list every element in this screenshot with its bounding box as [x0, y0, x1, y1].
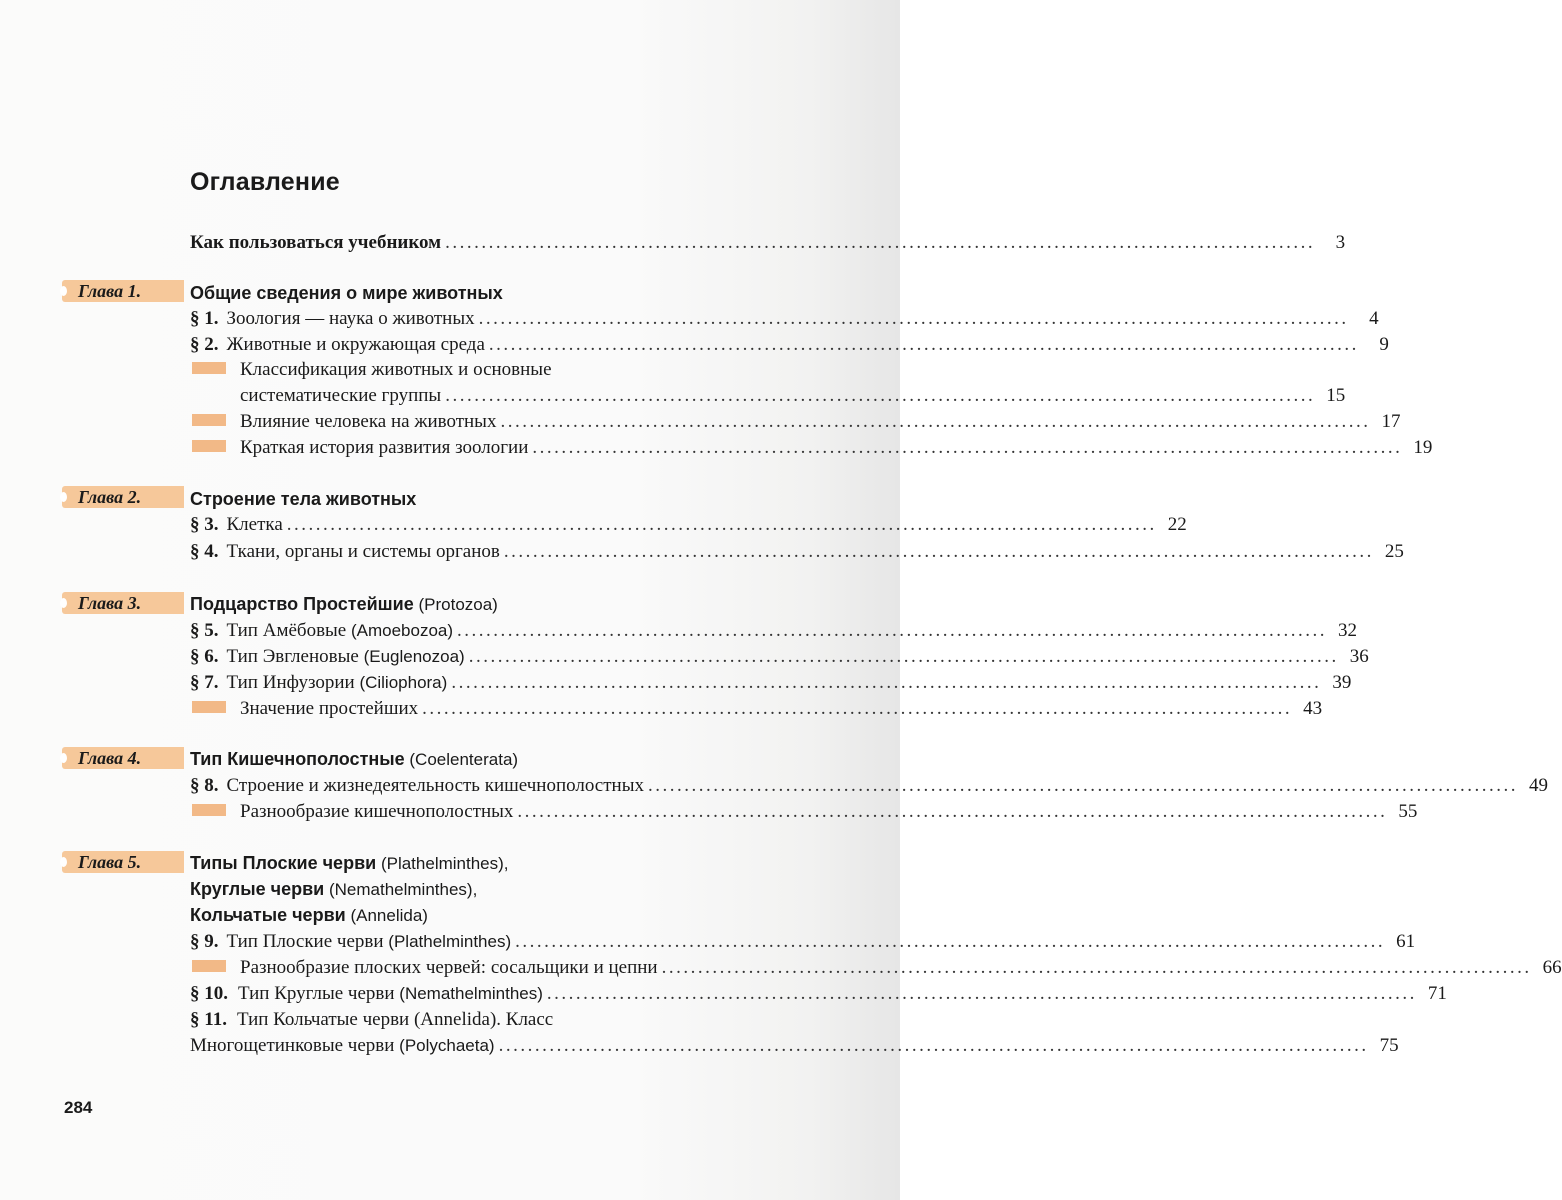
- entry-label: систематические группы: [240, 385, 442, 406]
- toc-entry[interactable]: [240, 953, 1562, 979]
- toc-entry-line1[interactable]: [240, 355, 892, 381]
- entry-page: 32: [1338, 620, 1358, 641]
- leader-dots: ........................................................................................................................: [500, 411, 1371, 432]
- section-number: § 9.: [190, 931, 219, 952]
- supplement-marker: [192, 960, 226, 972]
- latin-name: (Nemathelminthes): [399, 984, 543, 1003]
- entry-page: 39: [1332, 672, 1352, 693]
- chapter-heading-text: Круглые черви: [190, 879, 325, 899]
- supplement-marker: [192, 362, 226, 374]
- entry-label: Тип Инфузории: [226, 672, 355, 693]
- entry-label: Краткая история развития зоологии: [240, 437, 529, 458]
- section-number: § 3.: [190, 514, 219, 535]
- entry-label: Тип Кольчатые черви (Annelida). Класс: [236, 1009, 554, 1030]
- chapter-heading-text: Общие сведения о мире животных: [190, 283, 503, 303]
- leader-dots: ........................................................................................................................: [445, 385, 1316, 406]
- entry-page: 9: [1379, 334, 1389, 355]
- supplement-marker: [192, 414, 226, 426]
- latin-name: (Nemathelminthes),: [328, 880, 478, 899]
- toc-entry[interactable]: [190, 330, 1389, 356]
- latin-name: (Annelida): [350, 906, 428, 925]
- entry-label: Тип Круглые черви: [238, 983, 395, 1004]
- chapter-tag-5: Глава 5.: [62, 851, 184, 873]
- chapter-tag-3: Глава 3.: [62, 592, 184, 614]
- latin-name: (Polychaeta): [399, 1036, 495, 1055]
- entry-label: Влияние человека на животных: [240, 411, 497, 432]
- section-number: § 1.: [190, 308, 219, 329]
- leader-dots: ........................................................................................................................: [451, 672, 1322, 693]
- chapter-heading-2[interactable]: [190, 484, 892, 510]
- supplement-marker: [192, 804, 226, 816]
- toc-entry[interactable]: [190, 771, 1548, 797]
- entry-label: Тип Эвгленовые: [226, 646, 359, 667]
- entry-label: Зоология — наука о животных: [226, 308, 475, 329]
- toc-entry[interactable]: [190, 1031, 1399, 1057]
- leader-dots: ........................................................................................................................: [488, 334, 1359, 355]
- entry-label: Тип Амёбовые: [226, 620, 347, 641]
- entry-page: 55: [1398, 801, 1418, 822]
- leader-dots: ........................................................................................................................: [546, 983, 1417, 1004]
- chapter-heading-text: Кольчатые черви: [190, 905, 346, 925]
- chapter-heading-1[interactable]: [190, 278, 892, 304]
- leader-dots: ........................................................................................................................: [532, 437, 1403, 458]
- latin-name: (Coelenterata): [409, 750, 519, 769]
- entry-page: 22: [1167, 514, 1187, 535]
- toc-entry[interactable]: [190, 642, 1369, 668]
- section-number: § 11.: [190, 1009, 227, 1030]
- toc-entry[interactable]: [240, 797, 1418, 823]
- leader-dots: ........................................................................................................................: [498, 1035, 1369, 1056]
- chapter-heading-text: Подцарство Простейшие: [190, 594, 414, 614]
- toc-entry[interactable]: [190, 537, 1404, 563]
- page-title: Оглавление: [190, 168, 340, 196]
- toc-entry[interactable]: [240, 407, 1401, 433]
- chapter-tag-2: Глава 2.: [62, 486, 184, 508]
- toc-entry[interactable]: [190, 510, 1187, 536]
- leader-dots: ........................................................................................................................: [517, 801, 1388, 822]
- leader-dots: ........................................................................................................................: [468, 646, 1339, 667]
- entry-label: Ткани, органы и системы органов: [226, 541, 500, 562]
- latin-name: (Plathelminthes),: [380, 854, 509, 873]
- section-number: § 10.: [190, 983, 228, 1004]
- entry-label: Значение простейших: [240, 698, 419, 719]
- toc-entry[interactable]: [190, 616, 1358, 642]
- chapter-heading-4[interactable]: [190, 745, 892, 771]
- toc-entry-intro[interactable]: [190, 228, 1346, 254]
- entry-label: Разнообразие кишечнополостных: [240, 801, 514, 822]
- leader-dots: ........................................................................................................................: [445, 232, 1316, 253]
- toc-entry[interactable]: [240, 381, 1346, 407]
- entry-page: 4: [1369, 308, 1379, 329]
- supplement-marker: [192, 701, 226, 713]
- entry-page: 66: [1542, 957, 1562, 978]
- toc-entry[interactable]: [240, 433, 1433, 459]
- entry-page: 17: [1381, 411, 1401, 432]
- section-number: § 2.: [190, 334, 219, 355]
- entry-label: Клетка: [226, 514, 283, 535]
- leader-dots: ........................................................................................................................: [647, 775, 1518, 796]
- leader-dots: ........................................................................................................................: [478, 308, 1349, 329]
- leader-dots: ........................................................................................................................: [457, 620, 1328, 641]
- latin-name: (Amoebozoa): [350, 621, 454, 640]
- section-number: § 8.: [190, 775, 219, 796]
- section-number: § 7.: [190, 672, 219, 693]
- latin-name: (Ciliophora): [359, 673, 448, 692]
- chapter-heading-5-line2[interactable]: [190, 875, 892, 901]
- entry-page: 3: [1335, 232, 1346, 253]
- entry-page: 15: [1326, 385, 1346, 406]
- chapter-heading-3[interactable]: [190, 590, 892, 616]
- leader-dots: ........................................................................................................................: [661, 957, 1532, 978]
- chapter-tag-4: Глава 4.: [62, 747, 184, 769]
- chapter-heading-5-line1[interactable]: [190, 849, 892, 875]
- entry-page: 43: [1303, 698, 1323, 719]
- entry-page: 19: [1413, 437, 1433, 458]
- entry-label: Разнообразие плоских червей: сосальщики и цепни: [240, 957, 658, 978]
- entry-page: 49: [1528, 775, 1548, 796]
- supplement-marker: [192, 440, 226, 452]
- chapter-tag-1: Глава 1.: [62, 280, 184, 302]
- chapter-heading-text: Строение тела животных: [190, 489, 417, 509]
- leader-dots: ........................................................................................................................: [422, 698, 1293, 719]
- entry-label: Многощетинковые черви: [190, 1035, 395, 1056]
- entry-label: Тип Плоские черви: [226, 931, 384, 952]
- toc-entry-line1[interactable]: [190, 1005, 892, 1031]
- page-number: 284: [64, 1098, 93, 1117]
- toc-entry[interactable]: [240, 694, 1323, 720]
- entry-label: Классификация животных и основные: [240, 359, 552, 380]
- entry-page: 75: [1379, 1035, 1399, 1056]
- section-number: § 5.: [190, 620, 219, 641]
- leader-dots: ........................................................................................................................: [515, 931, 1386, 952]
- section-number: § 6.: [190, 646, 219, 667]
- entry-page: 61: [1396, 931, 1416, 952]
- toc-entry[interactable]: [190, 304, 1379, 330]
- entry-page: 71: [1427, 983, 1447, 1004]
- latin-name: (Protozoa): [418, 595, 498, 614]
- toc-entry[interactable]: [190, 927, 1416, 953]
- leader-dots: ........................................................................................................................: [503, 541, 1374, 562]
- toc-entry[interactable]: [190, 979, 1447, 1005]
- chapter-heading-5-line3[interactable]: [190, 901, 892, 927]
- leader-dots: ........................................................................................................................: [286, 514, 1157, 535]
- chapter-heading-text: Тип Кишечнополостные: [190, 749, 405, 769]
- entry-label: Животные и окружающая среда: [226, 334, 485, 355]
- entry-page: 25: [1384, 541, 1404, 562]
- entry-label: Строение и жизнедеятельность кишечнополостных: [226, 775, 644, 796]
- latin-name: (Euglenozoa): [363, 647, 465, 666]
- latin-name: (Plathelminthes): [388, 932, 512, 951]
- toc-entry[interactable]: [190, 668, 1352, 694]
- entry-label: Как пользоваться учебником: [190, 232, 442, 253]
- section-number: § 4.: [190, 541, 219, 562]
- chapter-heading-text: Типы Плоские черви: [190, 853, 377, 873]
- entry-page: 36: [1349, 646, 1369, 667]
